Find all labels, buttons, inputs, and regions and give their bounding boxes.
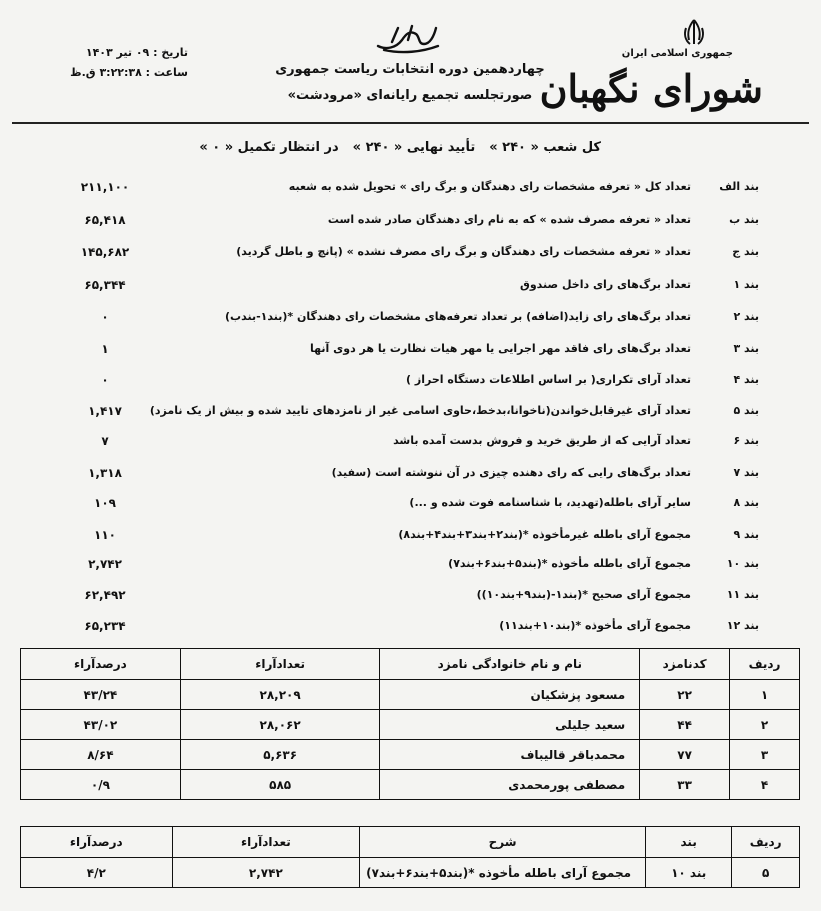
table-row [21, 858, 800, 888]
candidate-name: محمدباقر قالیباف [380, 740, 640, 770]
clause-row [0, 434, 821, 458]
minutes-title: صورتجلسه تجمیع رایانه‌ای «مرودشت» [287, 88, 533, 103]
clause-value: ۱,۴۱۷ [88, 404, 122, 418]
candidate-name: مسعود پزشکیان [380, 680, 640, 710]
approved-branches: تأیید نهایی « ۲۴۰ » [352, 140, 476, 155]
row-number: ۱ [730, 680, 800, 710]
candidates-table [20, 648, 800, 800]
row-number: ۳ [730, 740, 800, 770]
header-percent: درصدآراء [21, 649, 181, 680]
clause-description: تعداد آرای غیرقابل‌خواندن(ناخوانا،بدخط،حاوی اسامی غیر از نامزدهای تایید شده و بیش از یک نامزد) [149, 404, 691, 417]
row-number: ۴ [730, 770, 800, 800]
clause-row [0, 180, 821, 204]
header-percent: درصدآراء [21, 827, 173, 858]
clause-description: تعداد آرایی که از طریق خرید و فروش بدست آمده باشد [393, 434, 691, 447]
clause-code: بند ۳ [733, 342, 759, 355]
clause-value: ۱,۳۱۸ [88, 466, 122, 480]
clause-row [0, 557, 821, 581]
row-number: ۵ [732, 858, 800, 888]
iran-emblem-icon [677, 18, 711, 48]
clause-code: بند ۱۲ [726, 619, 759, 632]
clause-code: بند ۱۱ [726, 588, 759, 601]
candidate-votes: ۲۸,۰۶۲ [180, 710, 380, 740]
table-header-row [21, 649, 800, 680]
clause-value: ۰ [101, 373, 109, 387]
clause-code: بند ۱۰ [646, 858, 732, 888]
clause-description: تعداد برگ‌های رای زاید(اضافه) بر تعداد تعرفه‌های مشخصات رای دهندگان *(بند۱-بندب) [225, 310, 691, 323]
clause-row [0, 496, 821, 520]
total-branches: کل شعب « ۲۴۰ » [489, 140, 601, 155]
candidate-code: ۷۷ [640, 740, 730, 770]
clause-value: ۲۱۱,۱۰۰ [80, 180, 130, 194]
table-row [21, 740, 800, 770]
invalid-votes-table [20, 826, 800, 888]
clause-row [0, 310, 821, 334]
clause-row [0, 466, 821, 490]
header-clause: بند [646, 827, 732, 858]
header-votes: تعدادآراء [180, 649, 380, 680]
clause-description: تعداد برگ‌های رای فاقد مهر اجرایی یا مهر هیات نظارت یا هر دوی آنها [310, 342, 691, 355]
candidate-code: ۲۲ [640, 680, 730, 710]
clause-code: بند ۴ [733, 373, 759, 386]
table-row [21, 770, 800, 800]
clause-description: تعداد برگ‌های رایی که رای دهنده چیزی در آن ننوشته است (سفید) [331, 466, 691, 479]
clause-description: مجموع آرای باطله مأخوذه *(بند۵+بند۶+بند۷) [448, 557, 691, 570]
candidate-percent: ۴۳/۲۴ [21, 680, 181, 710]
clause-code: بند ۶ [733, 434, 759, 447]
branch-summary [199, 140, 601, 155]
bismillah-calligraphy [372, 20, 442, 56]
clause-description: مجموع آرای مأخوذه *(بند۱۰+بند۱۱) [499, 619, 691, 632]
clause-description: سایر آرای باطله(تهدید، با شناسنامه فوت شده و ...) [409, 496, 691, 509]
clause-code: بند ۲ [733, 310, 759, 323]
table-header-row [21, 827, 800, 858]
election-title: چهاردهمین دوره انتخابات ریاست جمهوری [275, 62, 545, 77]
candidate-votes: ۲۸,۲۰۹ [180, 680, 380, 710]
header-divider [12, 122, 809, 124]
clause-row [0, 588, 821, 612]
clause-code: بند ۵ [733, 404, 759, 417]
candidate-name: سعید جلیلی [380, 710, 640, 740]
clause-code: بند ۹ [733, 528, 759, 541]
header-candidate-code: کدنامزد [640, 649, 730, 680]
clause-code: بند ۷ [733, 466, 759, 479]
clause-value: ۱۴۵,۶۸۲ [80, 245, 130, 259]
header-votes: تعدادآراء [172, 827, 360, 858]
guardian-council-logo [539, 18, 781, 111]
candidate-code: ۳۳ [640, 770, 730, 800]
candidate-code: ۴۴ [640, 710, 730, 740]
clause-description: تعداد « تعرفه مشخصات رای دهندگان و برگ رای مصرف نشده » (پانچ و باطل گردید) [236, 245, 691, 258]
logo-title: شورای نگهبان [539, 66, 763, 111]
clause-value: ۶۵,۴۱۸ [84, 213, 126, 227]
pending-branches: در انتظار تکمیل « ۰ » [199, 140, 339, 155]
date-text: تاریخ : ۰۹ تیر ۱۴۰۳ [85, 46, 188, 59]
clause-row [0, 245, 821, 269]
clause-description: تعداد برگ‌های رای داخل صندوق [520, 278, 691, 291]
clause-row [0, 528, 821, 552]
clause-code: بند ۱۰ [726, 557, 759, 570]
header-row-number: ردیف [730, 649, 800, 680]
candidate-name: مصطفی پورمحمدی [380, 770, 640, 800]
clause-value: ۶۵,۳۴۴ [84, 278, 126, 292]
clause-row [0, 213, 821, 237]
candidate-votes: ۵۸۵ [180, 770, 380, 800]
candidate-percent: ۴۳/۰۲ [21, 710, 181, 740]
candidate-percent: ۸/۶۴ [21, 740, 181, 770]
clause-description: مجموع آرای صحیح *(بند۱-(بند۹+بند۱۰)) [476, 588, 691, 601]
clause-row [0, 278, 821, 302]
clause-row [0, 373, 821, 397]
table-row [21, 710, 800, 740]
time-text: ساعت : ۳:۲۲:۳۸ ق.ظ [70, 66, 188, 79]
clause-description: تعداد « تعرفه مصرف شده » که به نام رای دهندگان صادر شده است [327, 213, 691, 226]
invalid-votes: ۲,۷۴۲ [172, 858, 360, 888]
invalid-percent: ۴/۲ [21, 858, 173, 888]
clause-value: ۱۰۹ [94, 496, 116, 510]
clause-description: مجموع آرای باطله مأخوذه *(بند۵+بند۶+بند۷) [360, 858, 646, 888]
clause-description: تعداد کل « تعرفه مشخصات رای دهندگان و برگ رای » تحویل شده به شعبه [288, 180, 691, 193]
candidate-percent: ۰/۹ [21, 770, 181, 800]
header-row-number: ردیف [732, 827, 800, 858]
clause-code: بند ب [729, 213, 759, 226]
clause-value: ۶۵,۲۳۴ [84, 619, 126, 633]
clause-value: ۷ [101, 434, 109, 448]
logo-subtitle: جمهوری اسلامی ایران [621, 48, 733, 59]
clause-row [0, 619, 821, 643]
clause-code: بند الف [719, 180, 759, 193]
clause-value: ۲,۷۴۲ [88, 557, 122, 571]
clause-code: بند ج [732, 245, 759, 258]
clause-value: ۰ [101, 310, 109, 324]
clause-code: بند ۱ [733, 278, 759, 291]
clause-description: مجموع آرای باطله غیرمأخوذه *(بند۲+بند۳+بند۴+بند۸) [398, 528, 691, 541]
candidate-votes: ۵,۶۳۶ [180, 740, 380, 770]
header-candidate-name: نام و نام خانوادگی نامزد [380, 649, 640, 680]
header-description: شرح [360, 827, 646, 858]
clause-row [0, 404, 821, 428]
table-row [21, 680, 800, 710]
clause-value: ۱۱۰ [94, 528, 116, 542]
clause-code: بند ۸ [733, 496, 759, 509]
clause-value: ۶۲,۴۹۲ [84, 588, 126, 602]
row-number: ۲ [730, 710, 800, 740]
clause-description: تعداد آرای تکراری( بر اساس اطلاعات دستگاه احراز ) [406, 373, 691, 386]
clause-value: ۱ [101, 342, 109, 356]
clause-row [0, 342, 821, 366]
